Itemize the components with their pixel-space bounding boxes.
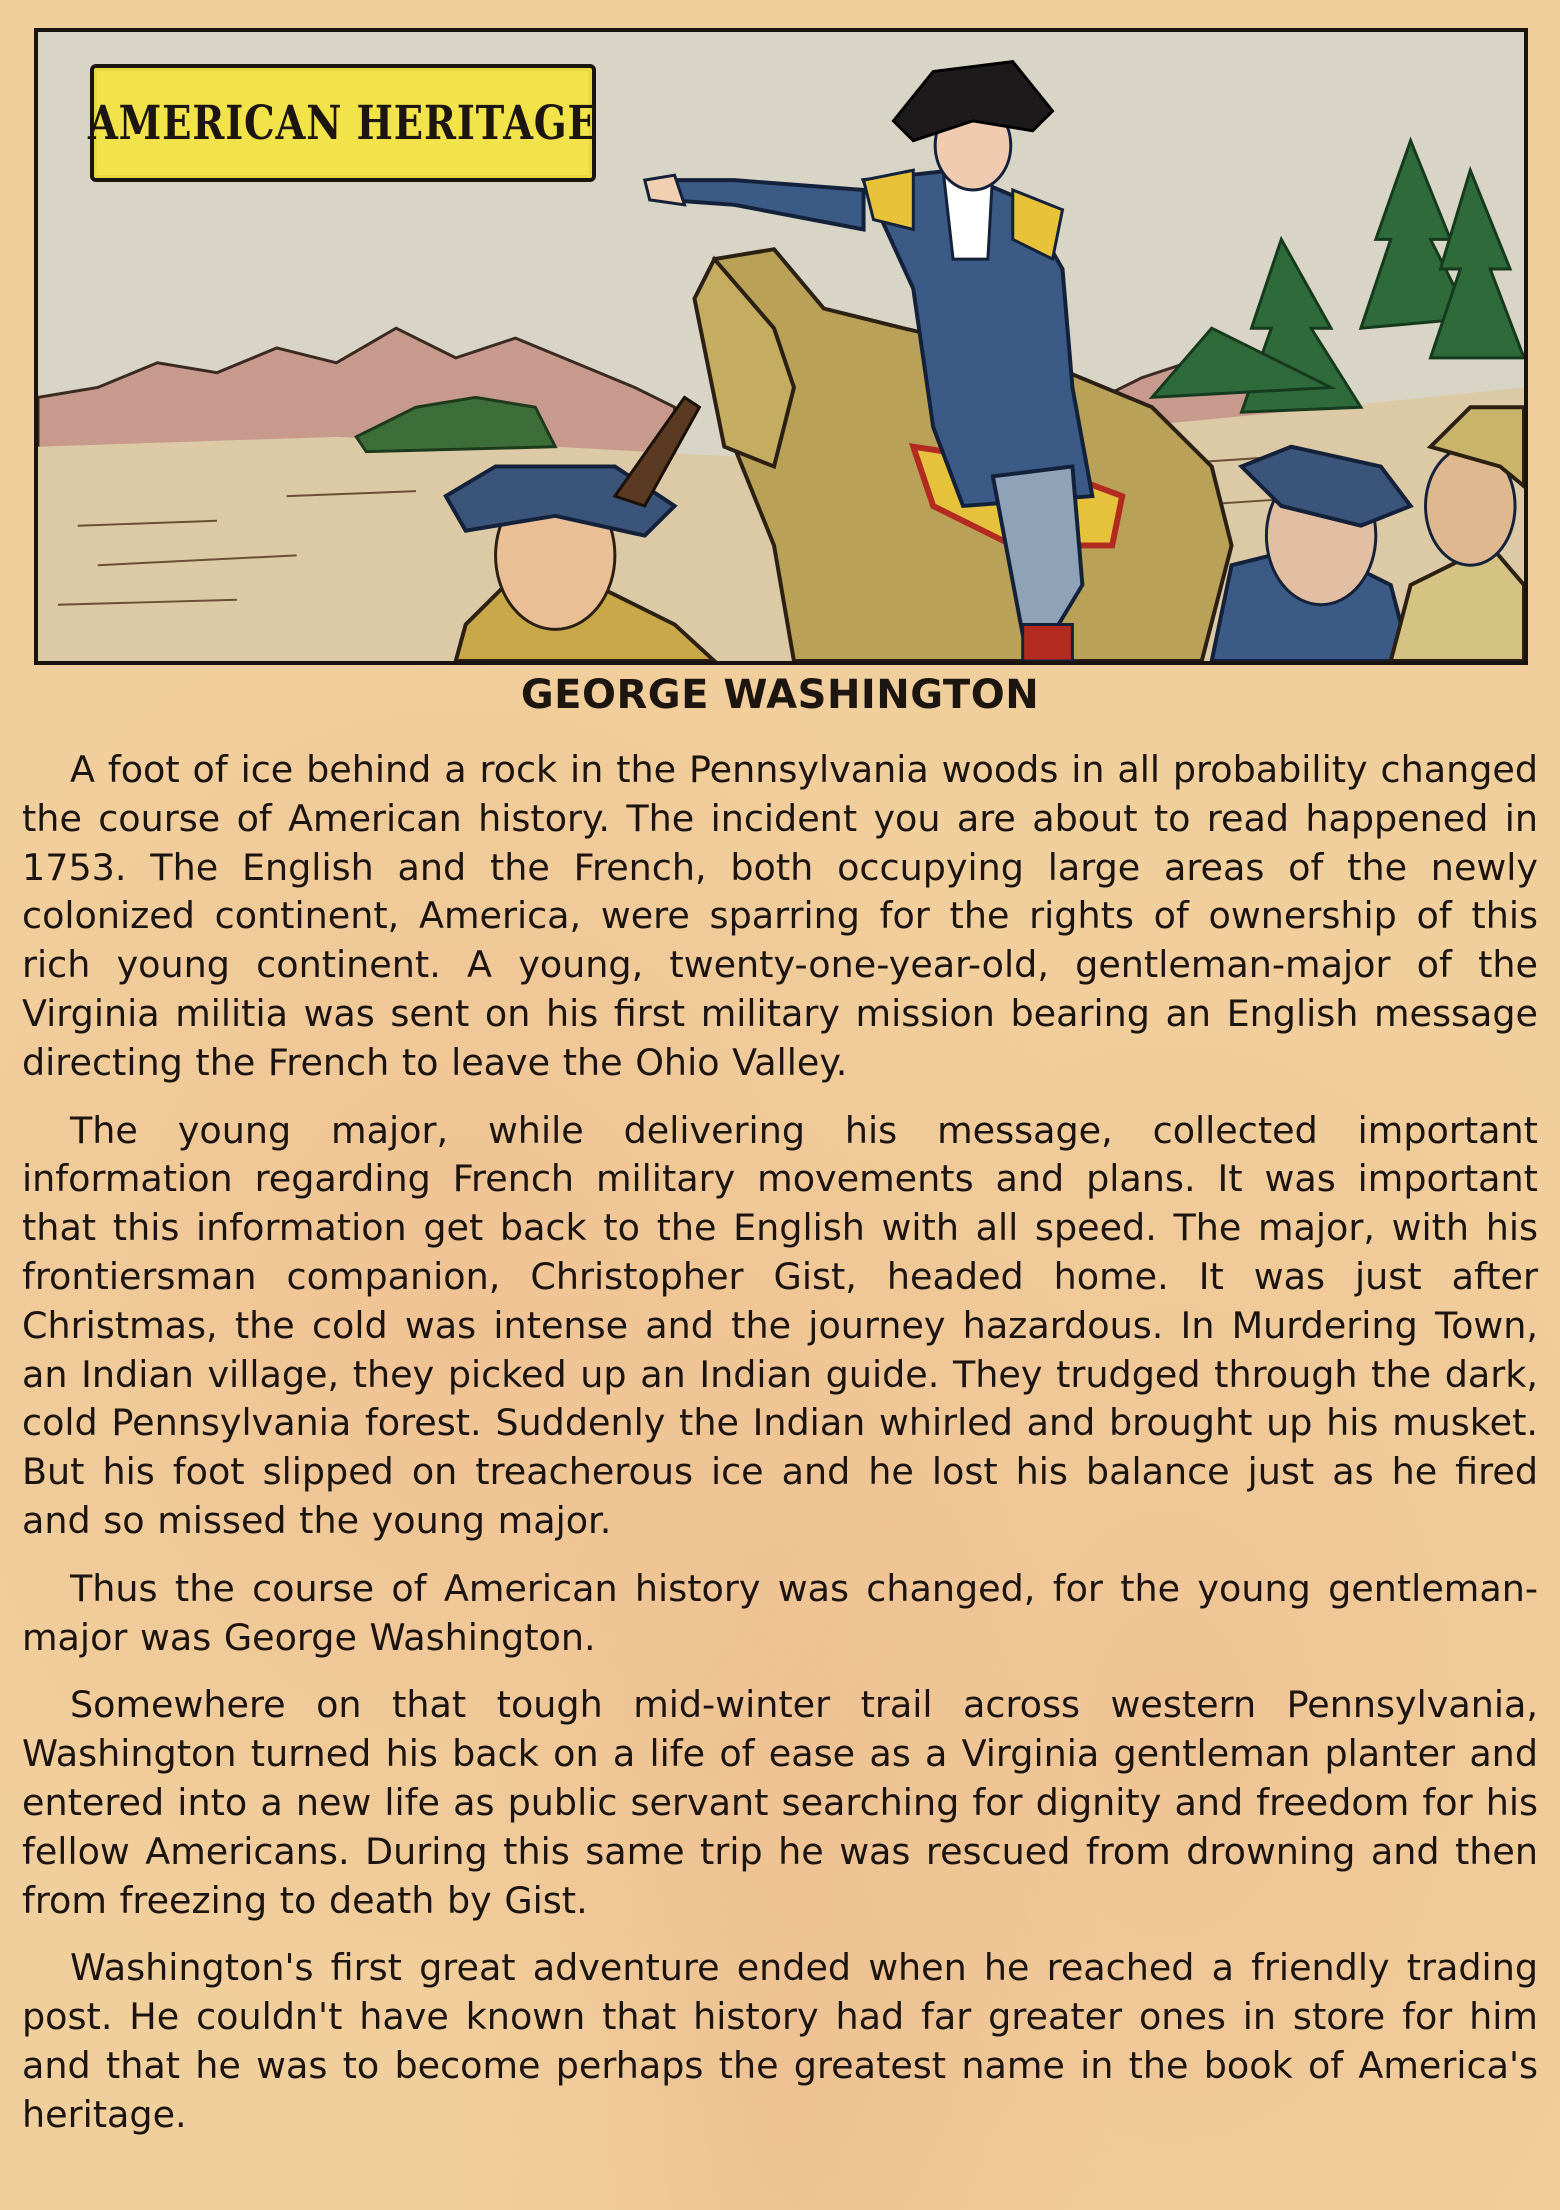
article-paragraph: The young major, while delivering his message, collected important information regarding French military movements and plans. It was important that this information get back to the English with all speed. The major, with his frontiersman companion, Christopher Gist, headed home. It was just after Christmas, the cold was intense and the journey hazardous. In Murdering Town, an Indian village, they picked up an Indian guide. They trudged through the dark, cold Pennsylvania forest. Suddenly the Indian whirled and brought up his musket. But his foot slipped on treacherous ice and he lost his balance just as he fired and so missed the young major. <box>22 1108 1538 1542</box>
rider-boot <box>1023 624 1073 661</box>
article-paragraph: A foot of ice behind a rock in the Pennsylvania woods in all probability changed the course of American history. The incident you are about to read happened in 1753. The English and the French, both occupying large areas of the newly colonized continent, America, were sparring for the rights of ownership of this rich young continent. A young, twenty-one-year-old, gentleman-major of the Virginia militia was sent on his first military mission bearing an English message directing the French to leave the Ohio Valley. <box>22 748 1538 1084</box>
article-paragraph: Somewhere on that tough mid-winter trail across western Pennsylvania, Washington turned his back on a life of ease as a Virginia gentleman planter and entered into a new life as public servant searching for dignity and freedom for his fellow Americans. During this same trip he was rescued from drowning and then from freezing to death by Gist. <box>22 1683 1538 1922</box>
series-banner <box>90 64 596 182</box>
article-body <box>22 746 1538 2159</box>
article-paragraph: Thus the course of American history was changed, for the young gentleman-major was George Washington. <box>22 1566 1538 1659</box>
series-banner-label: AMERICAN HERITAGE <box>88 95 598 151</box>
article-title: GEORGE WASHINGTON <box>520 672 1040 718</box>
illustration-panel <box>34 28 1528 665</box>
article-paragraph: Washington's first great adventure ended when he reached a friendly trading post. He couldn't have known that history had far greater ones in store for him and that he was to become perhaps the greatest name in the book of America's heritage. <box>22 1946 1538 2136</box>
